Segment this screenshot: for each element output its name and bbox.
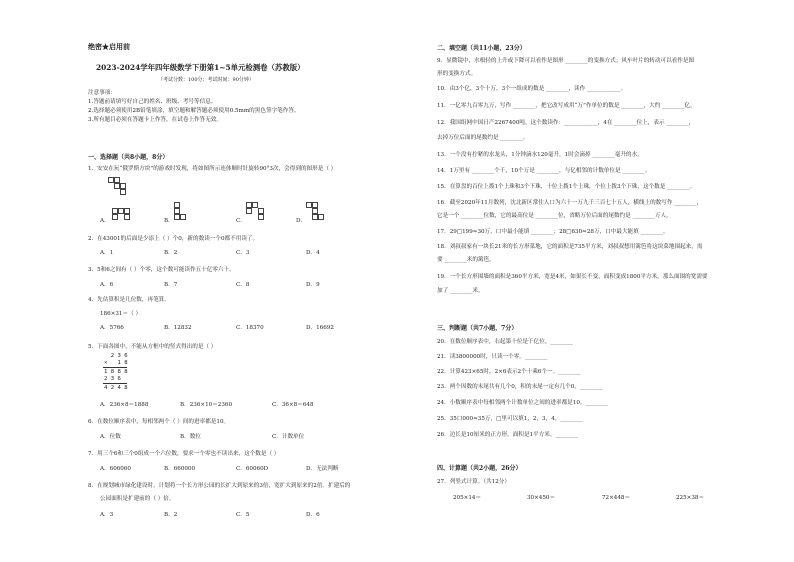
- vertical-calc-rule: [103, 383, 127, 384]
- q2-option-a[interactable]: A．1: [100, 250, 114, 256]
- section-fill-title: 二、填空题（共11小题，23分）: [437, 45, 526, 52]
- fill-line: 去掉万位后面的尾数约是 ________。: [437, 135, 529, 141]
- q1-option-d[interactable]: D．: [296, 218, 307, 224]
- q2-option-d[interactable]: D．4: [306, 250, 320, 256]
- calc-expression: 205×14＝: [453, 495, 482, 501]
- q4-option-a[interactable]: A．5766: [100, 325, 124, 331]
- note-item: 2.选择题必须使用2B铅笔填涂，填空题和解答题必须使用0.5mm的黑色签字笔作答。: [88, 108, 300, 114]
- fill-line: 18．刘叔叔家有一块长21米的长方形菜地，它的面积是735平方米，刘叔叔想用篱笆将这块菜地围起来，需: [437, 244, 703, 250]
- fill-line: 9．显微镜中，水根轻的上升或下降可以看作是图形 ________的变换方式；风车叶片的转动可以看作是图: [437, 58, 695, 64]
- option-d-shape: [306, 202, 326, 222]
- fill-line: 12．我国组网中国日产2267400吨，这个数读作：____________，4在 ________位上，表示 ________，: [437, 120, 695, 126]
- section-judge-title: 三、判断题（共7小题，7分）: [437, 325, 518, 332]
- tetris-shape-figure: [108, 177, 128, 197]
- judge-line: 20．在数位顺序表中，右起第十位是千亿位。________: [437, 339, 573, 345]
- page-title: 2023-2024学年四年级数学下册第1~5单元检测卷（苏教版）: [96, 63, 305, 72]
- fill-line: 10．由3个亿，3个十万，3个一组成的数是 ________，读作 ____________。: [437, 86, 627, 92]
- q6-option-a[interactable]: A．位数: [100, 434, 121, 440]
- q2-option-b[interactable]: B．2: [164, 250, 178, 256]
- q8-option-c[interactable]: C．5: [236, 512, 250, 518]
- q7-option-c[interactable]: C．60060D: [236, 466, 269, 472]
- q3-option-a[interactable]: A．6: [100, 282, 114, 288]
- q4-option-c[interactable]: C．18370: [236, 325, 264, 331]
- question-27-stem: 27．列竖式计算。（共12分）: [437, 479, 510, 485]
- q7-option-b[interactable]: B．660000: [164, 466, 196, 472]
- fill-line: 15．在算盘的百位上拨1个上珠和3个下珠，十位上拨1个上珠，个位上拨3个下珠，这个数是 ________。: [437, 184, 696, 190]
- note-item: 3.所有题目必须在答题卡上作答，在试卷上作答无效。: [88, 117, 222, 123]
- right-page: [397, 0, 794, 562]
- vertical-calc-line: × 1 8: [104, 360, 128, 366]
- q7-option-d[interactable]: D．无法判断: [306, 466, 339, 472]
- judge-line: 24．小数顺序表中每相邻两个计数单位之间的进率都是10。________: [437, 400, 608, 406]
- vertical-calc-line: 2 3 6: [104, 376, 121, 382]
- q8-option-b[interactable]: B．2: [164, 512, 178, 518]
- question-5-stem: 5．下面各图中，不能从方框中的竖式得出的是（ ）: [88, 344, 217, 350]
- fill-line: 11．一亿零九百零九万，写作 ________，把它改写成用“万”作单位的数是 ________，大约 ________亿。: [437, 103, 696, 109]
- q4-expression: 186×31＝（ ）: [100, 311, 142, 317]
- q3-option-b[interactable]: B．7: [164, 282, 178, 288]
- vertical-calc-line: 1 8 8 8: [104, 369, 128, 375]
- question-8-stem: 8．在规划城市绿化建设时，计划将一个长方形公园的长扩大到原来的3倍，宽扩大到原来的2倍。扩建后的: [88, 483, 351, 489]
- notes-heading: 注意事项：: [88, 90, 116, 96]
- question-1-stem: 1．安安在玩“俄罗斯方块”的游戏时发现，将如图所示连体顺时针旋转90°3次，会得到的图形是（ ）: [88, 166, 337, 172]
- fill-line: 形的变换方式。: [437, 71, 477, 77]
- q1-option-a[interactable]: A．: [100, 218, 110, 224]
- question-4-stem: 4．先估算积是几位数，再笔算。: [88, 297, 170, 303]
- fill-line: 14．1万里有 ________个千，10个万是 ________，与亿相邻的计数单位是 ________。: [437, 168, 651, 174]
- judge-line: 23．两个因数的末尾共有几个0，积的末尾一定有几个0。________: [437, 384, 603, 390]
- fill-line: 要 ________米的篱笆。: [437, 257, 495, 263]
- note-item: 1.答题前请填写好自己的姓名、班级、考号等信息。: [88, 99, 217, 105]
- question-2-stem: 2．在43001的后面是少添上（ ）个0，新的数读一个0都不用读了。: [88, 236, 259, 242]
- fill-line: 17．29□199≈30万，口中最小能填 ________；28□630≈28万，口中最大能填 ________。: [437, 229, 669, 235]
- vertical-calc-line: 4 2 4 8: [104, 385, 128, 391]
- q3-option-d[interactable]: D．9: [306, 282, 320, 288]
- judge-line: 26．边长是10厘米的正方形，面积是1平方米。________: [437, 432, 578, 438]
- question-6-stem: 6．在数位顺序表中，每相邻两个（ ）间的进率都是10。: [88, 419, 230, 425]
- q1-option-b[interactable]: B．: [164, 218, 174, 224]
- vertical-calc-line: 2 3 6: [104, 353, 128, 359]
- q3-option-c[interactable]: C．8: [236, 282, 250, 288]
- fill-line: 它是一个 ________位数，它的最高位是 ________位，省略万位后面的尾数约是 ________万人。: [437, 213, 672, 219]
- judge-line: 25．35口000≈35万，□里可以填1，2，3，4。________: [437, 416, 583, 422]
- fill-line: 16．截至2020年11月数列，沈北新区常住人口为六十一万九千三百七十五人，横线上的数写作 ________，: [437, 200, 703, 206]
- vertical-calc-rule: [103, 367, 127, 368]
- fill-line: 19．一个长方形围墙的面积是360平方米，宽是4米，如果长不变，面积变成1800平方米，那么面围的宽需要: [437, 274, 708, 280]
- q8-option-a[interactable]: A．3: [100, 512, 114, 518]
- q5-option-c[interactable]: C．36×8＝648: [272, 402, 314, 408]
- option-a-shape: [112, 208, 132, 222]
- secret-mark: 绝密★启用前: [88, 42, 130, 51]
- question-7-stem: 7．用三个6和三个0组成一个六位数，要求一个零也不读出来，这个数是（ ）: [88, 451, 280, 457]
- calc-expression: 30×450＝: [527, 495, 556, 501]
- calc-expression: 225×38＝: [676, 495, 705, 501]
- calc-expression: 72×448＝: [602, 495, 631, 501]
- judge-line: 21．读3800000时，只读一个零。________: [437, 354, 548, 360]
- q8-option-d[interactable]: D．6: [306, 512, 320, 518]
- judge-line: 22．计算423×65时，2×6表示2个十乘6个一。________: [437, 369, 581, 375]
- fill-line: 13．一个没有拧紧的水龙头，1分钟滴水120毫升，1时会滴掉 ________毫升的水。: [437, 152, 643, 158]
- question-8-stem-cont: 公园面积是扩建前的（ ）倍。: [100, 496, 175, 502]
- option-c-shape: [246, 202, 266, 222]
- q4-option-d[interactable]: D．16692: [306, 325, 334, 331]
- q4-option-b[interactable]: B．12832: [164, 325, 192, 331]
- q5-option-a[interactable]: A．236×8＝1888: [100, 402, 149, 408]
- q6-option-b[interactable]: B．数位: [180, 434, 201, 440]
- q5-option-b[interactable]: B．236×10＝2360: [180, 402, 233, 408]
- fill-line: 加了 ________米。: [437, 288, 484, 294]
- q2-option-c[interactable]: C．3: [236, 250, 250, 256]
- section-choice-title: 一、选择题（共8小题，8分）: [88, 154, 169, 161]
- section-calc-title: 四、计算题（共2小题，26分）: [437, 465, 522, 472]
- q1-option-c[interactable]: C．: [236, 218, 246, 224]
- q7-option-a[interactable]: A．606060: [100, 466, 131, 472]
- q6-option-c[interactable]: C．计数单位: [272, 434, 305, 440]
- exam-subtitle: （考试分数：100分；考试时间：90分钟）: [158, 77, 254, 83]
- option-b-shape: [174, 202, 188, 222]
- question-3-stem: 3．5和6之间有（ ）个零，这个数可能读作五十亿零六十。: [88, 267, 235, 273]
